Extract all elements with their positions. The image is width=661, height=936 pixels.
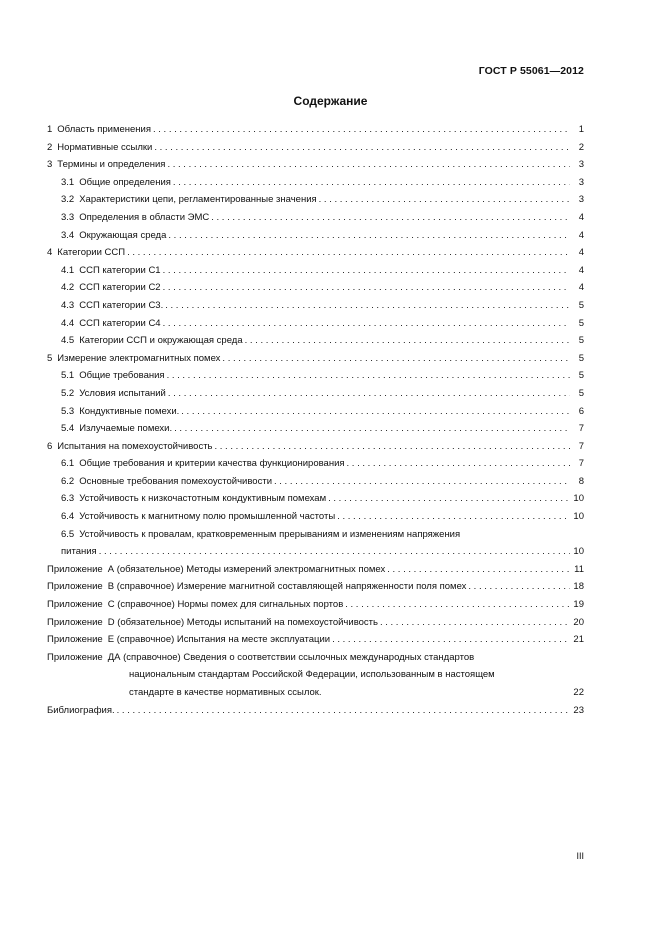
toc-leader-dots — [163, 262, 570, 280]
toc-entry[interactable] — [47, 315, 584, 333]
toc-entry-page: 19 — [573, 599, 584, 611]
toc-entry-title: Устойчивость к провалам, кратковременным прерываниям и изменениям напряжения — [79, 528, 461, 540]
toc-entry-page: 4 — [578, 211, 584, 223]
toc-entry-page: 7 — [578, 440, 584, 452]
toc-entry[interactable] — [47, 244, 584, 262]
toc-entry[interactable] — [47, 332, 584, 350]
toc-appendix-label: Приложение — [47, 634, 103, 646]
toc-entry-title: ССП категории С1 — [79, 264, 161, 276]
toc-appendix-first-line — [47, 649, 584, 667]
toc-entry[interactable] — [47, 121, 584, 139]
toc-entry-title: Устойчивость к магнитному полю промышленной частоты — [79, 511, 336, 523]
toc-entry[interactable] — [47, 367, 584, 385]
toc-entry-number: 4 — [47, 247, 53, 259]
toc-leader-dots — [168, 227, 570, 245]
toc-entry-number: 5.2 — [61, 387, 75, 399]
toc-entry-first-line — [61, 526, 584, 544]
toc-entry-title: Общие требования и критерии качества функционирования — [79, 458, 345, 470]
toc-appendix-label: Приложение — [47, 563, 103, 575]
toc-entry-number: 3.3 — [61, 211, 75, 223]
toc-bibliography-title: Библиография. — [47, 704, 115, 716]
toc-entry-title: Общие требования — [79, 370, 165, 382]
toc-entry-page: 4 — [578, 264, 584, 276]
toc-entry-page: 3 — [578, 176, 584, 188]
toc-entry-title: Условия испытаний — [79, 387, 166, 399]
toc-appendix-entry[interactable] — [47, 561, 584, 579]
toc-entry-title: ССП категории С3. — [79, 299, 164, 311]
toc-appendix-title-cont: стандарте в качестве нормативных ссылок. — [129, 687, 322, 698]
toc-entry-page: 5 — [578, 335, 584, 347]
toc-leader-dots — [245, 332, 570, 350]
toc-appendix-entry[interactable] — [47, 631, 584, 649]
toc-entry-number: 6.1 — [61, 458, 75, 470]
toc-leader-dots — [328, 490, 570, 508]
toc-appendix-title: А (обязательное) Методы измерений электромагнитных помех — [107, 563, 386, 575]
toc-entry-page: 3 — [578, 194, 584, 206]
toc-appendix-label: Приложение — [47, 581, 103, 593]
toc-leader-dots — [274, 473, 570, 491]
toc-entry-title: Определения в области ЭМС — [79, 211, 210, 223]
toc-entry-number: 6.2 — [61, 475, 75, 487]
toc-entry-page: 6 — [578, 405, 584, 417]
toc-entry-title: Нормативные ссылки — [57, 141, 153, 153]
toc-leader-dots — [468, 578, 570, 596]
toc-entry-page: 23 — [573, 704, 584, 716]
toc-entry-number: 4.3 — [61, 299, 75, 311]
toc-entry-number: 5.1 — [61, 370, 75, 382]
toc-entry-last-line — [61, 543, 584, 561]
toc-entry-title: Испытания на помехоустойчивость — [57, 440, 213, 452]
toc-entry-title: Область применения — [57, 124, 151, 135]
toc-entry-page: 22 — [573, 687, 584, 698]
toc-entry-title: Категории ССП — [57, 247, 126, 259]
toc-entry-page: 10 — [573, 511, 584, 523]
toc-entry-page: 4 — [578, 229, 584, 241]
toc-entry[interactable] — [47, 297, 584, 315]
toc-entry[interactable] — [47, 385, 584, 403]
toc-entry[interactable] — [47, 508, 584, 526]
toc-leader-dots — [387, 561, 570, 579]
toc-entry-page: 10 — [573, 546, 584, 558]
toc-entry-number: 4.4 — [61, 317, 75, 329]
toc-leader-dots — [215, 438, 571, 456]
toc-entry[interactable] — [47, 403, 584, 421]
toc-appendix-entry[interactable] — [47, 649, 584, 702]
toc-entry-page: 20 — [573, 616, 584, 628]
toc-entry[interactable] — [47, 438, 584, 456]
toc-entry-number: 3.4 — [61, 229, 75, 241]
toc-entry-title: Окружающая среда — [79, 229, 167, 241]
toc-entry-number: 5 — [47, 352, 53, 364]
toc-entry-title: Устойчивость к низкочастотным кондуктивным помехам — [79, 493, 327, 505]
toc-entry-title: Категории ССП и окружающая среда — [79, 335, 243, 347]
toc-entry-page: 7 — [578, 423, 584, 435]
toc-entry[interactable] — [47, 279, 584, 297]
toc-entry[interactable] — [47, 490, 584, 508]
toc-entry-number: 5.3 — [61, 405, 75, 417]
toc-appendix-title: Е (справочное) Испытания на месте эксплуатации — [107, 634, 331, 646]
toc-entry-number: 4.5 — [61, 335, 75, 347]
toc-leader-dots — [380, 614, 570, 632]
toc-entry[interactable] — [47, 209, 584, 227]
toc-entry[interactable] — [47, 350, 584, 368]
toc-entry-page: 4 — [578, 282, 584, 294]
toc-entry-page: 5 — [578, 317, 584, 329]
toc-entry[interactable] — [47, 262, 584, 280]
toc-leader-dots — [127, 244, 570, 262]
toc-entry[interactable] — [47, 139, 584, 157]
toc-leader-dots — [347, 455, 570, 473]
toc-leader-dots — [99, 543, 570, 561]
toc-entry-title: Кондуктивные помехи. — [79, 405, 180, 417]
toc-entry-page: 7 — [578, 458, 584, 470]
toc-entry-page: 18 — [573, 581, 584, 593]
toc-entry-title: Излучаемые помехи. — [79, 423, 173, 435]
toc-entry-number: 6.4 — [61, 511, 75, 523]
toc-leader-dots — [337, 508, 570, 526]
toc-leader-dots — [163, 279, 570, 297]
toc-entry[interactable] — [47, 526, 584, 561]
toc-bibliography-entry[interactable] — [47, 702, 584, 720]
toc-entry-page: 8 — [578, 475, 584, 487]
toc-appendix-title: ДА (справочное) Сведения о соответствии ссылочных международных стандартов — [107, 651, 475, 663]
toc-leader-dots — [345, 596, 570, 614]
toc-entry-number: 3.2 — [61, 194, 75, 206]
toc-entry[interactable] — [47, 156, 584, 174]
toc-entry[interactable] — [47, 455, 584, 473]
toc-appendix-label: Приложение — [47, 599, 103, 611]
toc-appendix-title: В (справочное) Измерение магнитной составляющей напряженности поля помех — [107, 581, 467, 593]
toc-entry-number: 2 — [47, 141, 53, 153]
toc-leader-dots — [181, 403, 570, 421]
toc-entry[interactable] — [47, 227, 584, 245]
page-number: III — [576, 851, 584, 861]
toc-entry-number: 4.1 — [61, 264, 75, 276]
toc-entry[interactable] — [47, 473, 584, 491]
toc-entry-number: 6.5 — [61, 528, 75, 540]
toc-appendix-title: С (справочное) Нормы помех для сигнальных портов — [107, 599, 344, 611]
toc-entry-number: 3.1 — [61, 176, 75, 188]
toc-leader-dots — [173, 174, 570, 192]
toc-entry-page: 5 — [578, 370, 584, 382]
toc-leader-dots — [319, 191, 570, 209]
toc-entry-title: Измерение электромагнитных помех — [57, 352, 221, 364]
toc-entry-title: Термины и определения — [57, 159, 166, 171]
toc-appendix-title: D (обязательное) Методы испытаний на помехоустойчивость — [107, 616, 378, 628]
toc-entry-title: Основные требования помехоустойчивости — [79, 475, 272, 487]
toc-leader-dots — [154, 139, 570, 157]
toc-entry-page: 10 — [573, 493, 584, 505]
toc-leader-dots — [153, 121, 570, 139]
toc-appendix-label: Приложение — [47, 651, 103, 663]
toc-leader-dots — [332, 631, 570, 649]
toc-leader-dots — [167, 367, 570, 385]
toc-entry-title: ССП категории С4 — [79, 317, 161, 329]
toc-entry-page: 3 — [578, 159, 584, 171]
toc-entry-page: 21 — [573, 634, 584, 646]
toc-entry-page: 5 — [578, 352, 584, 364]
toc-appendix-entry[interactable] — [47, 614, 584, 632]
toc-entry-number: 3 — [47, 159, 53, 171]
toc-leader-dots — [163, 315, 570, 333]
toc-entry-title: ССП категории С2 — [79, 282, 161, 294]
toc-leader-dots — [117, 702, 570, 720]
toc-leader-dots — [167, 156, 570, 174]
toc-appendix-entry[interactable] — [47, 578, 584, 596]
document-standard-number: ГОСТ Р 55061—2012 — [478, 65, 584, 77]
toc-leader-dots — [165, 297, 570, 315]
toc-entry-page: 5 — [578, 387, 584, 399]
toc-leader-dots — [174, 420, 570, 438]
toc-entry-number: 6 — [47, 440, 53, 452]
toc-entry-number: 5.4 — [61, 423, 75, 435]
toc-entry-title: Характеристики цепи, регламентированные значения — [79, 194, 317, 206]
toc-entry[interactable] — [47, 420, 584, 438]
toc-appendix-entry[interactable] — [47, 596, 584, 614]
toc-title: Содержание — [293, 94, 368, 108]
table-of-contents — [47, 121, 584, 719]
toc-entry-page: 2 — [578, 141, 584, 153]
toc-entry-number: 6.3 — [61, 493, 75, 505]
toc-entry-page: 11 — [574, 563, 584, 575]
toc-entry-title: Общие определения — [79, 176, 171, 188]
toc-entry[interactable] — [47, 191, 584, 209]
toc-entry-number: 4.2 — [61, 282, 75, 294]
toc-entry-page: 4 — [578, 247, 584, 259]
toc-leader-dots — [211, 209, 570, 227]
toc-entry-number: 1 — [47, 124, 53, 135]
toc-leader-dots — [168, 385, 570, 403]
toc-leader-dots — [222, 350, 570, 368]
toc-appendix-label: Приложение — [47, 616, 103, 628]
toc-entry-page: 1 — [578, 124, 584, 135]
toc-entry[interactable] — [47, 174, 584, 192]
toc-entry-page: 5 — [578, 299, 584, 311]
toc-appendix-last-line — [47, 684, 584, 702]
toc-appendix-title-cont: национальным стандартам Российской Федерации, использованным в настоящем — [129, 669, 495, 681]
toc-entry-title-cont: питания — [61, 546, 97, 558]
